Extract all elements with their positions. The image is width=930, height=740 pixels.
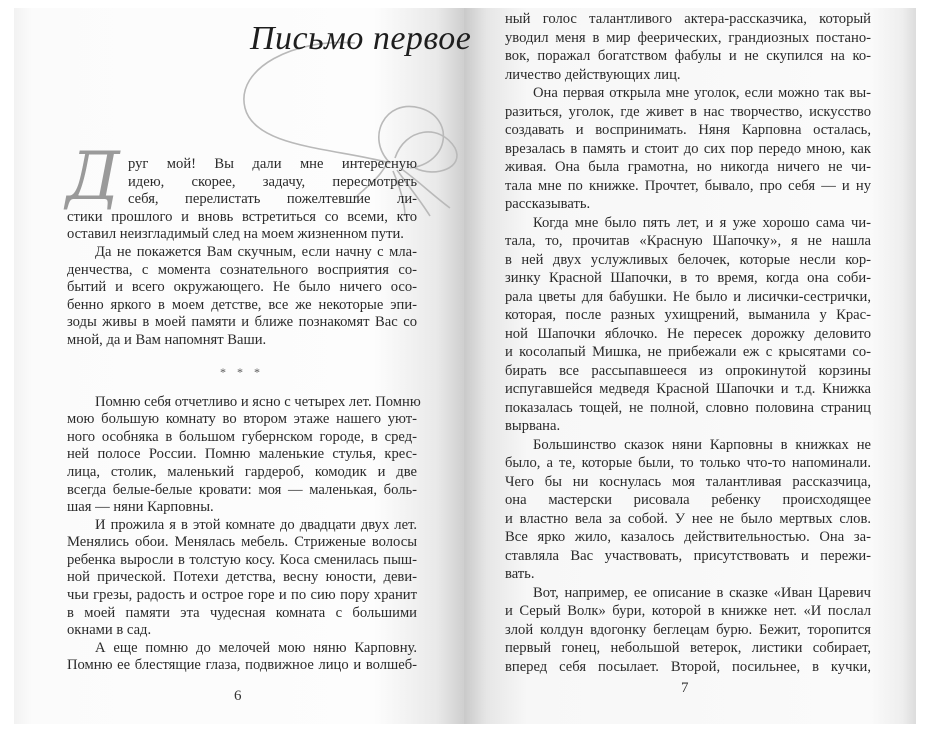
text-line: Помню себя отчетливо и ясно с четырех лет. Помню	[95, 393, 421, 410]
text-line: денчества, с момента сознательного восприятия со-	[67, 261, 417, 278]
paragraph	[67, 640, 417, 675]
text-line: чьи грезы, радость и острое горе и по сию пору хранит	[67, 587, 417, 604]
text-line: вырвана.	[505, 418, 561, 434]
text-line: Менялись обои. Менялась мебель. Стриженые волосы	[67, 534, 417, 551]
paragraph	[505, 584, 871, 677]
text-line: рала цветы для бабушки. Не было и лисички-сестрички,	[505, 288, 871, 305]
text-line: ребенка выросли в толстую косу. Коса сменилась пыш-	[67, 551, 417, 568]
text-line: личество действующих лиц.	[505, 66, 681, 83]
text-line: Когда мне было пять лет, и я уже хорошо сама чи-	[533, 214, 871, 231]
text-line: Большинство сказок няни Карповны в книжках не	[533, 436, 871, 453]
text-line: лица, столик, маленький гардероб, комодик и две	[67, 463, 417, 480]
text-line: мной, да и Вам напомнят Ваши.	[67, 331, 267, 348]
text-line: вок, поражал богатством фабулы и не скупился на ко-	[505, 48, 871, 64]
text-line: руг мой! Вы дали мне интересную	[128, 156, 417, 172]
text-line: уводил меня в мир феерических, грандиозных постано-	[505, 29, 871, 46]
text-line: стики прошлого и вновь встретиться со всеми, кто	[67, 208, 417, 225]
text-line: зинку Красной Шапочки, в то время, когда она соби-	[505, 270, 871, 286]
text-line: которая, после разных ухищрений, выманила у Крас-	[505, 307, 871, 323]
text-line: Вот, например, ее описание в сказке «Иван Царевич	[533, 584, 871, 601]
text-line: было, а те, которые были, то только что-то напоминали.	[505, 455, 871, 471]
text-line: и Серый Волк» бури, которой в книжке нет. «И послал	[505, 603, 871, 619]
paragraph	[505, 214, 871, 436]
section-separator: * * *	[220, 364, 264, 379]
text-line: и властно вела за собой. У нее не было мертвых слов.	[505, 510, 871, 527]
left-page-text	[67, 156, 421, 675]
text-line: бирать все рассыпавшееся из опрокинутой корзины	[505, 362, 871, 379]
text-line: оставил неизгладимый след на моем жизненном пути.	[67, 226, 404, 243]
text-line: И прожила я в этой комнате до двадцати двух лет.	[95, 516, 417, 533]
text-line: бытий и всего окружающего. Не было ничего осо-	[67, 279, 417, 296]
text-line: Она первая открыла мне уголок, если можно так вы-	[533, 85, 871, 101]
text-line: ного особняка в большом губернском городе, в сред-	[67, 428, 417, 445]
text-line: Помню ее блестящие глаза, подвижное лицо и волшеб-	[67, 657, 417, 674]
drop-cap: Д	[66, 138, 120, 215]
text-line: вперед себя посылает. Второй, посильнее, в кучки,	[505, 658, 871, 675]
text-line: в ней двух услужливых белочек, которые несли кор-	[505, 251, 871, 268]
text-line: показалась тощей, не полной, словно половина страниц	[505, 399, 871, 416]
text-line: и косолапый Мишка, не прибежали еж с крысятами со-	[505, 344, 871, 360]
text-line: Все ярко жило, казалось действительностью. Она за-	[505, 529, 871, 545]
text-line: злой колдун вдогонку беглецам бурю. Бежит, торопится	[505, 621, 871, 638]
page-number-right: 7	[681, 680, 689, 696]
paragraph	[505, 436, 871, 584]
paragraph	[67, 244, 417, 350]
text-line: тала мне по книжке. Прочтет, бывало, про себя — и ну	[505, 177, 871, 194]
text-line: бенно яркого в моем детстве, все же некоторые эпи-	[67, 296, 417, 313]
text-line: всегда белые-белые кровати: моя — маленькая, боль-	[67, 481, 417, 498]
text-line: тала, то, прочитав «Красную Шапочку», я не нашла	[505, 233, 871, 249]
text-line: ставляла Вас участвовать, присутствовать и пережи-	[505, 547, 871, 564]
text-line: ней полосе России. Помню маленькие стулья, крес-	[67, 446, 417, 463]
text-line: Да не покажется Вам скучным, если начну с мла-	[95, 243, 417, 260]
text-line: вать.	[505, 566, 535, 582]
text-line: живая. Она была грамотна, но никогда ничего не чи-	[505, 159, 871, 175]
paragraph	[505, 10, 871, 84]
text-line: создавать и воспринимать. Няня Карповна осталась,	[505, 122, 871, 138]
text-line: рассказывать.	[505, 196, 591, 212]
text-line: шая — няни Карповны.	[67, 499, 214, 516]
text-line: А еще помню до мелочей мою няню Карповну.	[95, 639, 417, 656]
paragraph	[67, 393, 421, 517]
text-line: Чего бы ни коснулась моя талантливая рассказчица,	[505, 473, 871, 490]
text-line: зоды живы в моей памяти и ближе познакомят Вас со	[67, 314, 417, 331]
text-line: идею, скорее, задачу, пересмотреть	[128, 173, 417, 190]
chapter-title: Письмо первое	[250, 20, 472, 57]
page-number-left: 6	[234, 688, 242, 704]
text-line: себя, перелистать пожелтевшие ли-	[128, 191, 417, 208]
paragraph	[67, 517, 417, 640]
text-line: окнами в сад.	[67, 622, 152, 639]
text-line: испугавшейся медведя Красной Шапочки и т.д. Книжка	[505, 381, 871, 397]
text-line: ный голос талантливого актера-рассказчика, который	[505, 11, 871, 27]
text-line: в моей памяти эта чудесная комната с большими	[67, 604, 417, 621]
text-line: врезалась в память и стоит до сих пор передо мною, как	[505, 140, 871, 157]
text-line: первый гонец, небольшой ветерок, листики собирает,	[505, 640, 871, 656]
text-line: ной прической. Потехи детства, весну юности, деви-	[67, 569, 417, 586]
text-line: мою большую комнату во втором этаже нашего уют-	[67, 411, 417, 428]
text-line: разиться, уголок, где живет в нас творчество, искусство	[505, 103, 871, 120]
right-page-text	[505, 10, 871, 676]
paragraph	[505, 84, 871, 214]
paragraph	[67, 156, 417, 244]
text-line: она мастерски рисовала ребенку происходящее	[505, 492, 871, 508]
text-line: ной Шапочки яблочко. Не пересек дорожку деловито	[505, 325, 871, 342]
